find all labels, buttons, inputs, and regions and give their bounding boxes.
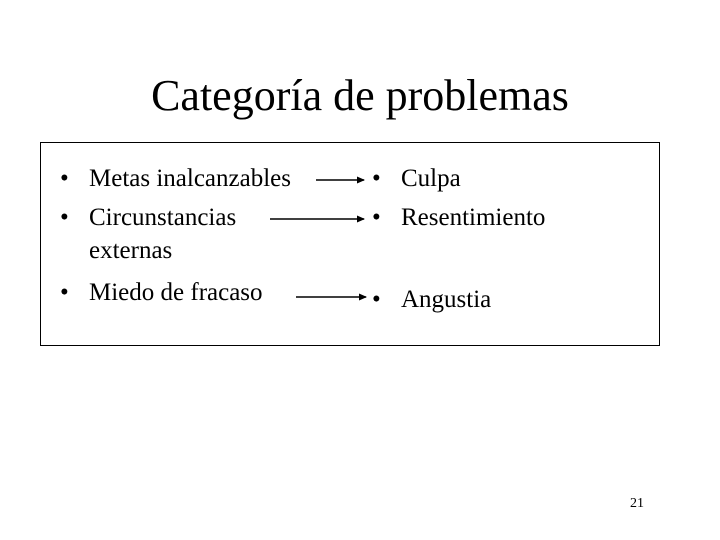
bullet: •	[372, 165, 381, 192]
bullet: •	[60, 279, 69, 306]
cause-label: Metas inalcanzables	[89, 165, 291, 192]
page-number: 21	[630, 496, 644, 511]
effect-label: Culpa	[401, 165, 461, 192]
effect-label: Resentimiento	[401, 204, 546, 231]
bullet: •	[372, 286, 381, 313]
effect-label: Angustia	[401, 286, 492, 313]
cause-label: Miedo de fracaso	[89, 279, 263, 306]
bullet: •	[60, 204, 69, 231]
slide-title: Categoría de problemas	[151, 71, 569, 120]
cause-label: Circunstancias	[89, 204, 237, 231]
bullet: •	[60, 165, 69, 192]
cause-label-continuation: externas	[89, 237, 173, 264]
bullet: •	[372, 204, 381, 231]
